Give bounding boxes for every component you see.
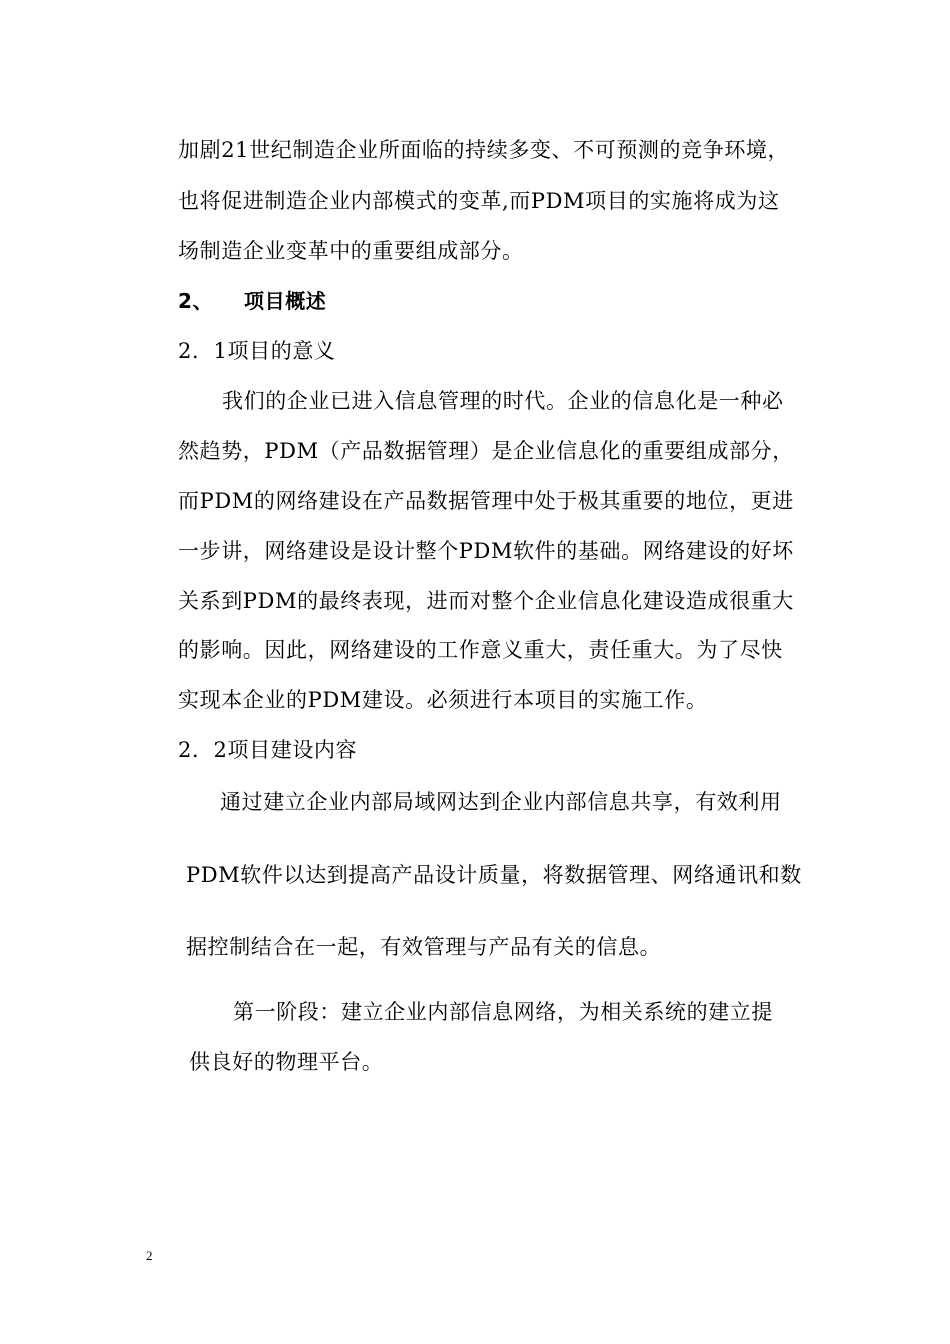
section-title: 项目概述 bbox=[244, 289, 327, 313]
body-text-line: 场制造企业变革中的重要组成部分。 bbox=[178, 239, 524, 263]
section-heading bbox=[178, 287, 326, 315]
body-text-line: PDM软件以达到提高产品设计质量，将数据管理、网络通讯和数 bbox=[186, 863, 802, 887]
body-text-line: 供良好的物理平台。 bbox=[189, 1050, 384, 1074]
body-text-line: 而PDM的网络建设在产品数据管理中处于极其重要的地位，更进 bbox=[178, 489, 794, 513]
subsection-title: 2．1项目的意义 bbox=[178, 339, 336, 363]
body-text-line: 通过建立企业内部局域网达到企业内部信息共享，有效利用 bbox=[220, 790, 782, 814]
body-text-line: 然趋势，PDM（产品数据管理）是企业信息化的重要组成部分， bbox=[178, 439, 794, 463]
body-text-line: 关系到PDM的最终表现，进而对整个企业信息化建设造成很重大 bbox=[178, 589, 794, 613]
page-number: 2 bbox=[146, 1248, 153, 1263]
body-text-line: 据控制结合在一起，有效管理与产品有关的信息。 bbox=[186, 935, 662, 959]
body-text-line: 一步讲，网络建设是设计整个PDM软件的基础。网络建设的好坏 bbox=[178, 539, 794, 563]
body-text-line: 也将促进制造企业内部模式的变革,而PDM项目的实施将成为这 bbox=[178, 189, 780, 213]
body-text-line: 第一阶段：建立企业内部信息网络，为相关系统的建立提 bbox=[233, 1000, 773, 1024]
body-text-line: 实现本企业的PDM建设。必须进行本项目的实施工作。 bbox=[178, 688, 708, 712]
subsection-title: 2．2项目建设内容 bbox=[178, 738, 358, 762]
body-text-line: 的影响。因此，网络建设的工作意义重大，责任重大。为了尽快 bbox=[178, 638, 783, 662]
body-text-line: 加剧21世纪制造企业所面临的持续多变、不可预测的竞争环境， bbox=[178, 138, 790, 162]
body-text-line: 我们的企业已进入信息管理的时代。企业的信息化是一种必 bbox=[222, 389, 784, 413]
section-number: 2、 bbox=[178, 289, 214, 313]
